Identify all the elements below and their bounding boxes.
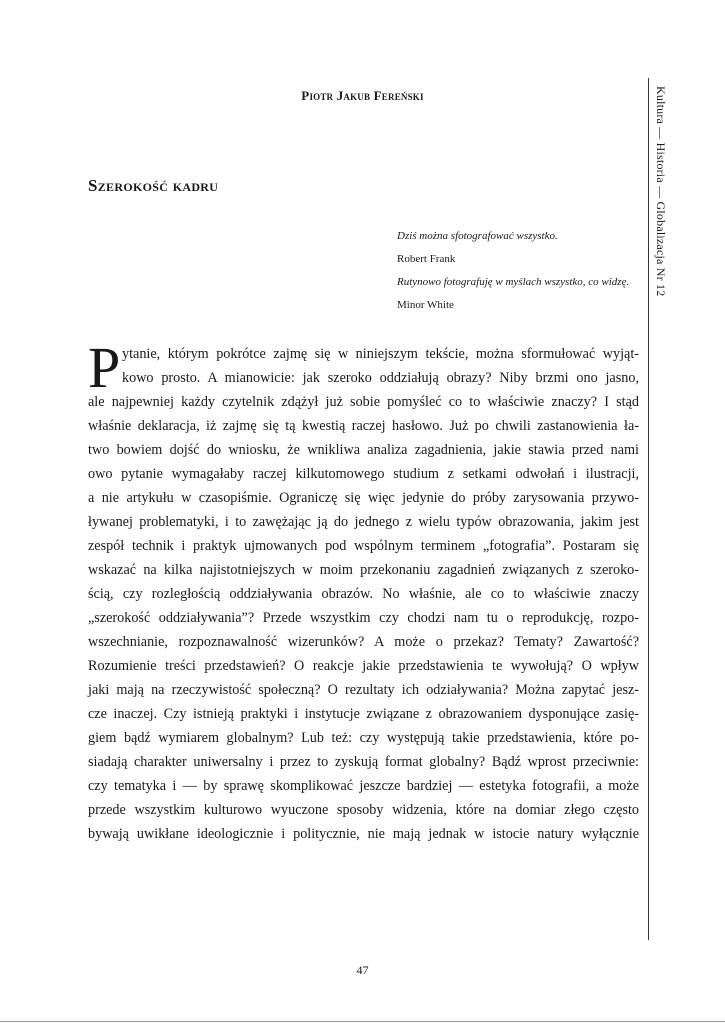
article-title: Szerokość kadru (88, 176, 219, 195)
drop-cap: P (88, 335, 121, 400)
body-line: bywają uwikłane ideologicznie i politycznie, nie mają jednak w istocie natury wyłącznie (88, 826, 639, 842)
body-line: cze inaczej. Czy istnieją praktyki i instytucje związane z obrazowaniem dysponujące zasię- (88, 706, 639, 722)
body-line: kowo prosto. A mianowicie: jak szeroko oddziałują obrazy? Niby brzmi ono jasno, (122, 370, 639, 386)
epigraph-attribution: Minor White (397, 299, 454, 311)
body-line: siadają charakter uniwersalny i przez to zyskują format globalny? Bądź wprost przeciwnie: (88, 754, 639, 770)
epigraph-quote: Dziś można sfotografować wszystko. (397, 230, 558, 242)
body-line: ścią, czy rozległością oddziaływania obrazów. No właśnie, ale co to właściwie znaczy (88, 586, 639, 602)
epigraph (397, 225, 637, 317)
body-line: wskazać na kilka najistotniejszych w moim przekonaniu zagadnień związanych z szeroko- (88, 562, 639, 578)
body-line: ytanie, którym pokrótce zajmę się w niniejszym tekście, można sformułować wyjąt- (122, 346, 639, 362)
body-line: ale najpewniej każdy czytelnik zdążył już sobie pomyśleć co to właściwie znaczy? I stąd (88, 394, 639, 410)
body-line: jaki mają na rzeczywistość społeczną? O rezultaty ich odziaływania? Można zapytać jesz- (88, 682, 639, 698)
epigraph-attribution: Robert Frank (397, 253, 456, 265)
page-bottom-edge (0, 1021, 725, 1022)
body-line: właśnie deklaracja, iż zajmę się tą kwestią raczej hasłowo. Już po chwili zastanowienia ła- (88, 418, 639, 434)
article-body (88, 335, 639, 846)
body-line: „szerokość oddziaływania”? Przede wszystkim czy chodzi nam tu o reprodukcję, rozpo- (88, 610, 639, 626)
body-line: owo pytanie wymagałaby raczej kilkutomowego studium z setkami odwołań i ilustracji, (88, 466, 639, 482)
body-line: two bowiem dojść do wniosku, że wnikliwa analiza zagadnienia, jakie stawia przed nami (88, 442, 639, 458)
body-line: przede wszystkim kulturowo wyuczone sposoby widzenia, które na domiar złego często (88, 802, 639, 818)
epigraph-quote: Rutynowo fotografuję w myślach wszystko, co widzę. (397, 276, 630, 288)
body-line: wszechnianie, rozpoznawalność wizerunków? A może o przekaz? Tematy? Zawartość? (88, 634, 639, 650)
body-line: a nie artykułu w czasopiśmie. Ograniczę się więc jedynie do próby zarysowania przywo- (88, 490, 639, 506)
body-line: Rozumienie treści przedstawień? O reakcje jakie przedstawienia te wywołują? O wpływ (88, 658, 639, 674)
journal-running-head: Kultura — Historia — Globalizacja Nr 12 (654, 86, 668, 297)
body-line: ływanej problematyki, i to zawężając ją do jednego z wielu typów obrazowania, jakim jest (88, 514, 639, 530)
page-number: 47 (356, 963, 369, 977)
body-line: czy tematyka i — by sprawę skomplikować jeszcze bardziej — estetyka fotografii, a może (88, 778, 639, 794)
margin-divider (648, 78, 649, 940)
body-line: zespół technik i praktyk ujmowanych pod wspólnym terminem „fotografia”. Postaram się (88, 538, 639, 554)
author-name: Piotr Jakub Fereński (301, 88, 424, 103)
body-line: giem bądź wymiarem globalnym? Lub też: czy występują takie przedstawienia, które po- (88, 730, 639, 746)
